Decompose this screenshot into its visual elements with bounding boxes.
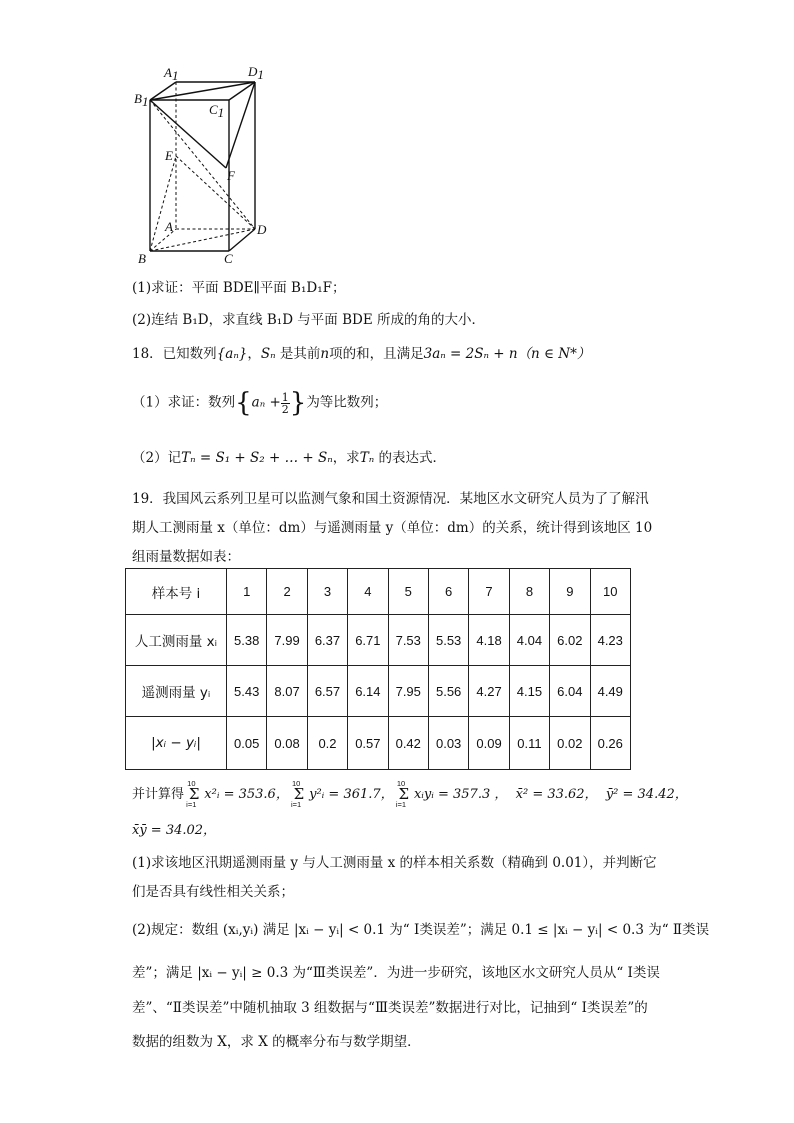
table-cell: 0.03	[428, 717, 468, 770]
table-cell: 6.37	[307, 615, 347, 666]
row-label: 样本号 i	[126, 569, 227, 615]
table-row-y	[126, 666, 631, 717]
table-cell: 6.14	[348, 666, 388, 717]
q19-part2-line1: (2)规定：数组 (xᵢ,yᵢ) 满足 |xᵢ − yᵢ| < 0.1 为“ Ⅰ类误差”；满足 0.1 ≤ |xᵢ − yᵢ| < 0.3 为“ Ⅱ类误	[132, 922, 710, 938]
table-cell: 8	[509, 569, 549, 615]
q19-part2-line3: 差”、“Ⅱ类误差”中随机抽取 3 组数据与“Ⅲ类误差”数据进行对比，记抽到“ Ⅰ类误差”的	[132, 1000, 648, 1016]
table-cell: 0.05	[227, 717, 267, 770]
q19-line2: 期人工测雨量 x（单位：dm）与遥测雨量 y（单位：dm）的关系，统计得到该地区 10	[132, 520, 653, 536]
table-cell: 4	[348, 569, 388, 615]
label-C: C	[224, 251, 233, 266]
sigma-icon: Σ 10 i=1	[290, 779, 305, 809]
q19-line3: 组雨量数据如表：	[132, 549, 240, 565]
table-cell: 4.04	[509, 615, 549, 666]
table-cell: 4.49	[590, 666, 630, 717]
table-cell: 0.02	[550, 717, 590, 770]
table-cell: 4.23	[590, 615, 630, 666]
label-C1: C1	[209, 102, 225, 120]
label-D1: D1	[248, 64, 264, 82]
table-cell: 9	[550, 569, 590, 615]
label-B: B	[138, 251, 146, 266]
table-row-x	[126, 615, 631, 666]
table-cell: 7.99	[267, 615, 307, 666]
q19-part1-line1: (1)求该地区汛期遥测雨量 y 与人工测雨量 x 的样本相关系数（精确到 0.01），并判断它	[132, 855, 657, 871]
table-cell: 6	[428, 569, 468, 615]
prism-figure	[130, 60, 280, 270]
label-A: A	[165, 219, 173, 234]
q18-stem: 18．已知数列{aₙ}，Sₙ 是其前n项的和，且满足3aₙ = 2Sₙ + n（n ∈ N*）	[132, 346, 591, 362]
row-label: |xᵢ − yᵢ|	[126, 717, 227, 770]
table-cell: 0.57	[348, 717, 388, 770]
q18-part1: （1）求证：数列{aₙ + $\frac{1}{2}$ }为等比数列；	[132, 388, 388, 418]
table-cell: 7.95	[388, 666, 428, 717]
table-cell: 4.18	[469, 615, 509, 666]
label-E: E	[165, 148, 173, 163]
q18-part2: （2）记Tₙ = S₁ + S₂ + … + Sₙ，求Tₙ 的表达式．	[132, 450, 446, 466]
table-cell: 0.26	[590, 717, 630, 770]
table-cell: 0.42	[388, 717, 428, 770]
row-label: 人工测雨量 xᵢ	[126, 615, 227, 666]
table-cell: 5.56	[428, 666, 468, 717]
table-cell: 2	[267, 569, 307, 615]
q17-part1: (1)求证：平面 BDE∥平面 B₁D₁F；	[132, 280, 346, 296]
label-B1: B1	[134, 91, 149, 109]
table-cell: 0.2	[307, 717, 347, 770]
table-cell: 4.27	[469, 666, 509, 717]
sigma-icon: Σ 10 i=1	[186, 779, 200, 809]
q19-xybar: x̄ȳ = 34.02，	[132, 823, 217, 838]
q17-part2: (2)连结 B₁D，求直线 B₁D 与平面 BDE 所成的角的大小．	[132, 312, 485, 328]
table-cell: 3	[307, 569, 347, 615]
table-cell: 5.43	[227, 666, 267, 717]
table-cell: 5	[388, 569, 428, 615]
table-cell: 5.53	[428, 615, 468, 666]
table-row-sample	[126, 569, 631, 615]
label-D: D	[257, 222, 267, 237]
table-cell: 6.71	[348, 615, 388, 666]
row-label: 遥测雨量 yᵢ	[126, 666, 227, 717]
table-cell: 5.38	[227, 615, 267, 666]
table-cell: 6.04	[550, 666, 590, 717]
table-cell: 7	[469, 569, 509, 615]
q19-part1-line2: 们是否具有线性相关关系；	[132, 884, 294, 900]
q19-part2-line4: 数据的组数为 X，求 X 的概率分布与数学期望．	[132, 1034, 421, 1050]
table-cell: 0.09	[469, 717, 509, 770]
sigma-icon: Σ 10 i=1	[395, 779, 410, 809]
table-cell: 0.11	[509, 717, 549, 770]
label-F: F	[227, 168, 235, 183]
table-cell: 6.57	[307, 666, 347, 717]
table-cell: 7.53	[388, 615, 428, 666]
table-cell: 1	[227, 569, 267, 615]
q19-sums: 并计算得 Σ 10 i=1 x²ᵢ = 353.6， Σ 10 i=1 y²ᵢ = 361.7， Σ 10 i=1 xᵢyᵢ = 357.3 ， x̄² = 33.62， ȳ² = 34.42，	[132, 779, 688, 809]
table-cell: 6.02	[550, 615, 590, 666]
table-cell: 10	[590, 569, 630, 615]
table-cell: 4.15	[509, 666, 549, 717]
label-A1: A1	[164, 65, 179, 83]
q19-part2-line2: 差”；满足 |xᵢ − yᵢ| ≥ 0.3 为“Ⅲ类误差”．为进一步研究，该地区水文研究人员从“ Ⅰ类误	[132, 965, 660, 981]
table-cell: 8.07	[267, 666, 307, 717]
rainfall-table	[125, 568, 631, 770]
table-row-diff	[126, 717, 631, 770]
q19-line1: 19．我国风云系列卫星可以监测气象和国土资源情况．某地区水文研究人员为了了解汛	[132, 491, 649, 507]
table-cell: 0.08	[267, 717, 307, 770]
